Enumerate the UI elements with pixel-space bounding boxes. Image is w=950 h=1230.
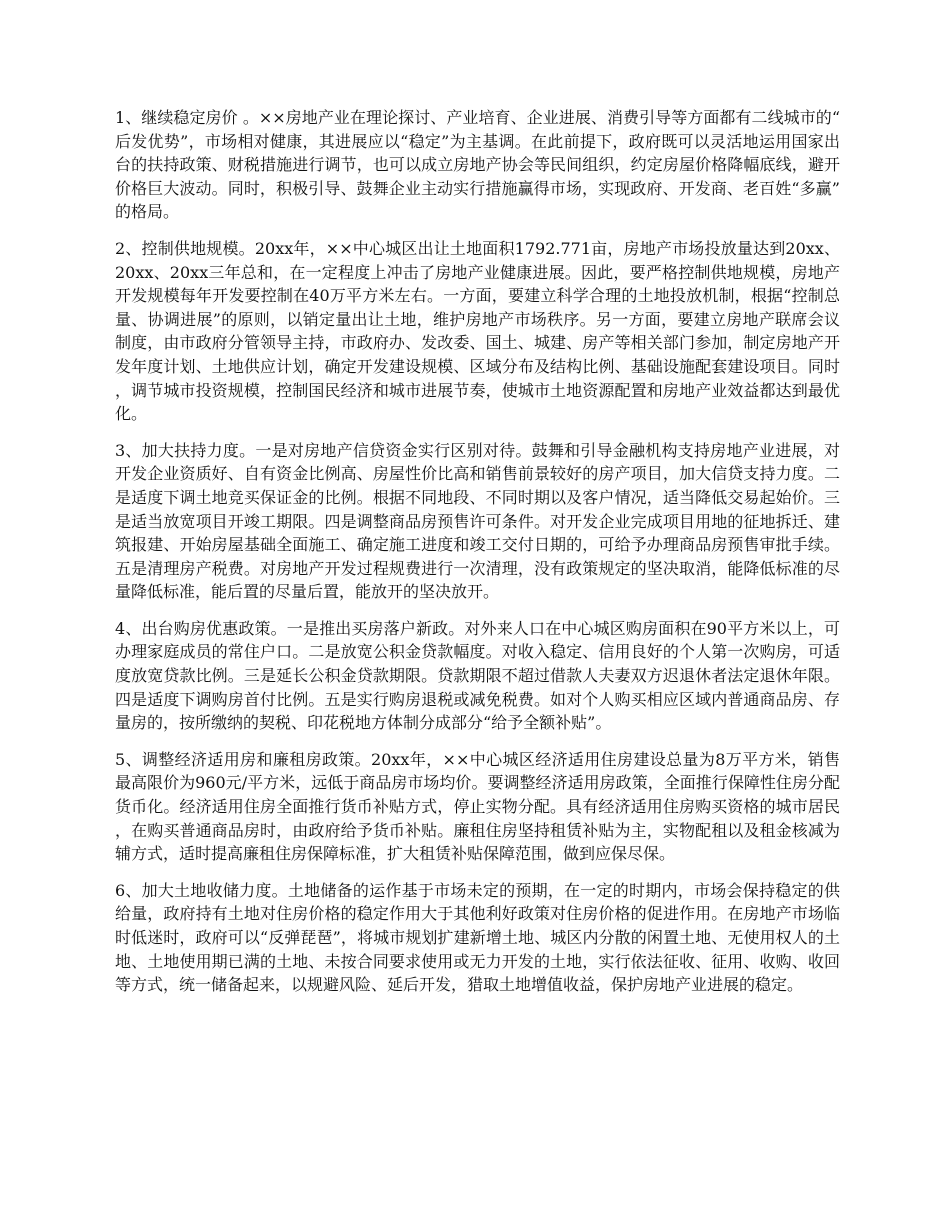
- paragraph-5-affordable-housing: 5、调整经济适用房和廉租房政策。20xx年，××中心城区经济适用住房建设总量为8万平方米，销售最高限价为960元/平方米，远低于商品房市场均价。要调整经济适用房政策，全面推行保障性住房分配货币化。经济适用住房全面推行货币补贴方式，停止实物分配。具有经济适用住房购买资格的城市居民，在购买普通商品房时，由政府给予货币补贴。廉租住房坚持租赁补贴为主，实物配租以及租金核减为辅方式，适时提高廉租住房保障标准，扩大租赁补贴保障范围，做到应保尽保。: [115, 749, 840, 864]
- paragraph-3-support: 3、加大扶持力度。一是对房地产信贷资金实行区别对待。鼓舞和引导金融机构支持房地产业进展，对开发企业资质好、自有资金比例高、房屋性价比高和销售前景较好的房产项目，加大信贷支持力度。二是适度下调土地竞买保证金的比例。根据不同地段、不同时期以及客户情况，适当降低交易起始价。三是适当放宽项目开竣工期限。四是调整商品房预售许可条件。对开发企业完成项目用地的征地拆迁、建筑报建、开始房屋基础全面施工、确定施工进度和竣工交付日期的，可给予办理商品房预售审批手续。五是清理房产税费。对房地产开发过程规费进行一次清理，没有政策规定的坚决取消，能降低标准的尽量降低标准，能后置的尽量后置，能放开的坚决放开。: [115, 440, 840, 602]
- paragraph-4-purchase-policy: 4、出台购房优惠政策。一是推出买房落户新政。对外来人口在中心城区购房面积在90平方米以上，可办理家庭成员的常住户口。二是放宽公积金贷款幅度。对收入稳定、信用良好的个人第一次购房，可适度放宽贷款比例。三是延长公积金贷款期限。贷款期限不超过借款人夫妻双方迟退休者法定退休年限。四是适度下调购房首付比例。五是实行购房退税或减免税费。如对个人购买相应区域内普通商品房、存量房的，按所缴纳的契税、印花税地方体制分成部分“给予全额补贴”。: [115, 618, 840, 733]
- paragraph-1-stabilize-prices: 1、继续稳定房价 。××房地产业在理论探讨、产业培育、企业进展、消费引导等方面都有二线城市的“后发优势”，市场相对健康，其进展应以“稳定”为主基调。在此前提下，政府既可以灵活地运用国家出台的扶持政策、财税措施进行调节，也可以成立房地产协会等民间组织，约定房屋价格降幅底线，避开价格巨大波动。同时，积极引导、鼓舞企业主动实行措施赢得市场，实现政府、开发商、老百姓“多赢”的格局。: [115, 108, 840, 222]
- paragraph-2-land-supply: 2、控制供地规模。20xx年，××中心城区出让土地面积1792.771亩，房地产市场投放量达到20xx、20xx、20xx三年总和，在一定程度上冲击了房地产业健康进展。因此，要严格控制供地规模，房地产开发规模每年开发要控制在40万平方米左右。一方面，要建立科学合理的土地投放机制，根据“控制总量、协调进展”的原则，以销定量出让土地，维护房地产市场秩序。另一方面，要建立房地产联席会议制度，由市政府分管领导主持，市政府办、发改委、国土、城建、房产等相关部门参加，制定房地产开发年度计划、土地供应计划，确定开发建设规模、区域分布及结构比例、基础设施配套建设项目。同时，调节城市投资规模，控制国民经济和城市进展节奏，使城市土地资源配置和房地产业效益都达到最优化。: [115, 238, 840, 424]
- paragraph-6-land-reserve: 6、加大土地收储力度。土地储备的运作基于市场未定的预期，在一定的时期内，市场会保持稳定的供给量，政府持有土地对住房价格的稳定作用大于其他利好政策对住房价格的促进作用。在房地产市场临时低迷时，政府可以“反弹琵琶”，将城市规划扩建新增土地、城区内分散的闲置土地、无使用权人的土地、土地使用期已满的土地、未按合同要求使用或无力开发的土地，实行依法征收、征用、收购、收回等方式，统一储备起来，以规避风险、延后开发，猎取土地增值收益，保护房地产业进展的稳定。: [115, 880, 840, 995]
- document-body: [115, 106, 840, 1010]
